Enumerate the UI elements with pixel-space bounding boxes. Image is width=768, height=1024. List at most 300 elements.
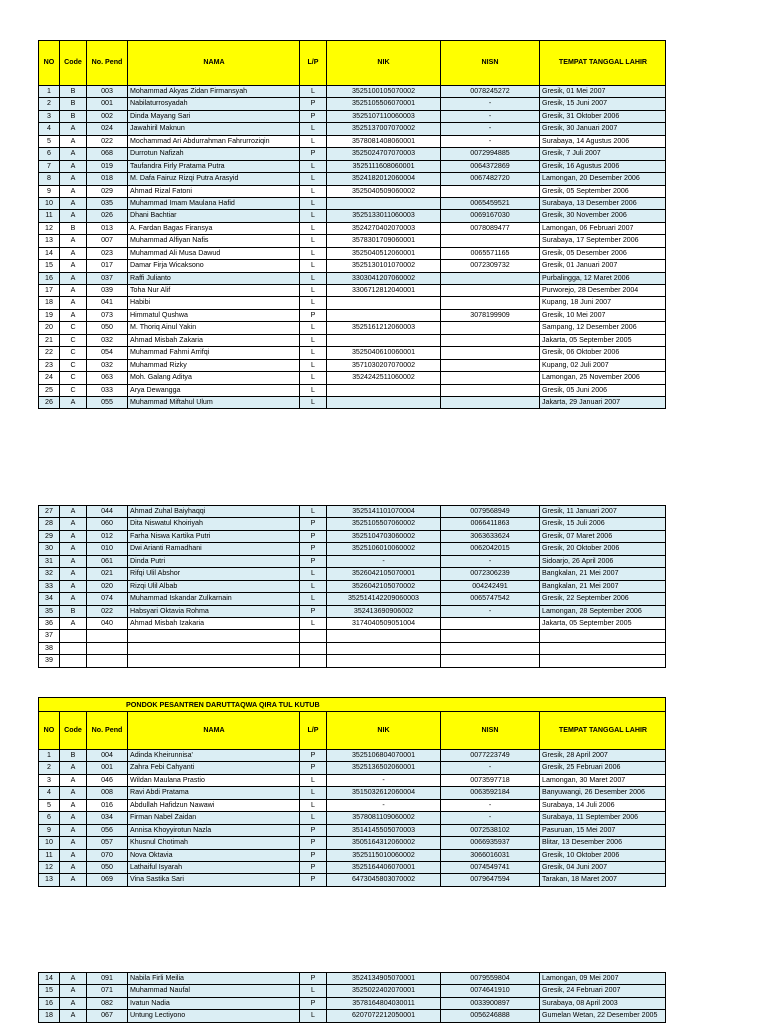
nik-cell: 3525104703060002 [327,531,441,543]
nisn-cell: - [441,136,540,148]
table-row [38,360,666,372]
row-number-cell: 22 [38,347,60,359]
table-row [38,310,666,322]
row-number-cell: 11 [38,850,60,862]
row-number-cell: 18 [38,1010,60,1022]
nik-cell: 3505164312060002 [327,837,441,849]
nisn-cell: 0079559804 [441,973,540,985]
table-row [38,787,666,799]
no-pend-cell: 035 [87,198,128,210]
gender-cell: L [300,186,327,198]
name-cell: Muhammad Fahmi Arrifqi [128,347,300,359]
nisn-cell: 0072306239 [441,568,540,580]
table-row [38,643,666,655]
table-row [38,273,666,285]
name-cell: Rifqi Ulil Abshor [128,568,300,580]
nisn-cell [441,285,540,297]
gender-cell: P [300,750,327,762]
nik-cell: 3578164804030011 [327,998,441,1010]
birth-place-date-cell: Gresik, 10 Oktober 2006 [540,850,666,862]
row-number-cell: 14 [38,973,60,985]
nisn-cell: 0063592184 [441,787,540,799]
birth-place-date-cell [540,630,666,642]
nisn-cell: 0072538102 [441,825,540,837]
name-cell: Muhammad Rizky [128,360,300,372]
nik-cell [327,310,441,322]
row-number-cell: 10 [38,837,60,849]
nik-cell: 3525105506070001 [327,98,441,110]
nik-cell: 3525136502060001 [327,762,441,774]
gender-cell: L [300,123,327,135]
column-header-nisn: NISN [441,41,540,86]
birth-place-date-cell: Lamongan, 06 Februari 2007 [540,223,666,235]
nisn-cell: 0069167030 [441,210,540,222]
name-cell: Ahmad Misbah Izakaria [128,618,300,630]
table-row [38,235,666,247]
code-cell: A [60,518,87,530]
code-cell: A [60,397,87,409]
no-pend-cell: 001 [87,762,128,774]
nisn-cell: 0077223749 [441,750,540,762]
row-number-cell: 19 [38,310,60,322]
row-number-cell: 3 [38,111,60,123]
gender-cell: P [300,98,327,110]
name-cell: Damar Firja Wicaksono [128,260,300,272]
row-number-cell: 27 [38,506,60,518]
gender-cell [300,655,327,667]
student-table [38,40,666,409]
table-row [38,874,666,886]
name-cell: Durrotun Nafizah [128,148,300,160]
birth-place-date-cell: Gresik, 15 Juli 2006 [540,518,666,530]
gender-cell: L [300,360,327,372]
gender-cell: L [300,285,327,297]
code-cell: A [60,285,87,297]
birth-place-date-cell: Bangkalan, 21 Mei 2007 [540,568,666,580]
nik-cell: 3525040512060001 [327,248,441,260]
code-cell: A [60,874,87,886]
row-number-cell: 6 [38,812,60,824]
name-cell: Habibi [128,297,300,309]
nik-cell: 3525107110060003 [327,111,441,123]
row-number-cell: 5 [38,800,60,812]
row-number-cell: 37 [38,630,60,642]
name-cell: Muhammad Miftahul Ulum [128,397,300,409]
nik-cell: 3525105507060002 [327,518,441,530]
no-pend-cell: 082 [87,998,128,1010]
gender-cell: L [300,800,327,812]
nik-cell: 3306712812040001 [327,285,441,297]
code-cell: A [60,862,87,874]
row-number-cell: 21 [38,335,60,347]
gender-cell: P [300,973,327,985]
table-row [38,347,666,359]
table-row [38,543,666,555]
table-row [38,285,666,297]
name-cell: Muhammad Ali Musa Dawud [128,248,300,260]
code-cell: A [60,173,87,185]
birth-place-date-cell: Gresik, 10 Mei 2007 [540,310,666,322]
birth-place-date-cell: Gresik, 05 September 2006 [540,186,666,198]
code-cell: A [60,248,87,260]
code-cell: B [60,606,87,618]
code-cell: A [60,297,87,309]
column-header-no: NO [38,712,60,750]
no-pend-cell: 033 [87,385,128,397]
row-number-cell: 31 [38,556,60,568]
birth-place-date-cell: Gumelan Wetan, 22 Desember 2005 [540,1010,666,1022]
nisn-cell: - [441,812,540,824]
nik-cell: 3525133011060003 [327,210,441,222]
nik-cell: - [327,775,441,787]
no-pend-cell: 041 [87,297,128,309]
table-row [38,618,666,630]
birth-place-date-cell: Banyuwangi, 26 Desember 2006 [540,787,666,799]
table-row [38,98,666,110]
table-row [38,372,666,384]
header-row [38,712,666,750]
no-pend-cell: 032 [87,360,128,372]
gender-cell: L [300,297,327,309]
no-pend-cell: 022 [87,136,128,148]
row-number-cell: 38 [38,643,60,655]
gender-cell: L [300,775,327,787]
name-cell: Wildan Maulana Prastio [128,775,300,787]
no-pend-cell: 074 [87,593,128,605]
table-row [38,825,666,837]
table-row [38,606,666,618]
table-row [38,518,666,530]
nik-cell [327,297,441,309]
no-pend-cell: 050 [87,862,128,874]
code-cell: A [60,310,87,322]
code-cell: A [60,123,87,135]
name-cell: Untung Lectiyono [128,1010,300,1022]
no-pend-cell: 010 [87,543,128,555]
table-row [38,568,666,580]
nisn-cell: 3066016031 [441,850,540,862]
nik-cell [327,198,441,210]
row-number-cell: 7 [38,161,60,173]
birth-place-date-cell: Gresik, 22 September 2006 [540,593,666,605]
table-row [38,111,666,123]
no-pend-cell: 055 [87,397,128,409]
birth-place-date-cell: Jakarta, 29 Januari 2007 [540,397,666,409]
birth-place-date-cell: Purbalingga, 12 Maret 2006 [540,273,666,285]
table-row [38,148,666,160]
row-number-cell: 24 [38,372,60,384]
name-cell: Nabilaturrosyadah [128,98,300,110]
table-row [38,973,666,985]
nik-cell: 3578081109060002 [327,812,441,824]
no-pend-cell: 091 [87,973,128,985]
nisn-cell: 0066935937 [441,837,540,849]
no-pend-cell: 016 [87,800,128,812]
code-cell: A [60,775,87,787]
birth-place-date-cell: Gresik, 06 Oktober 2006 [540,347,666,359]
table-row [38,655,666,667]
nik-cell: 3578301709060001 [327,235,441,247]
nisn-cell [441,186,540,198]
nisn-cell: 0072309732 [441,260,540,272]
birth-place-date-cell: Bangkalan, 21 Mei 2007 [540,581,666,593]
code-cell: A [60,148,87,160]
table-row [38,750,666,762]
nisn-cell: 0079568949 [441,506,540,518]
code-cell: A [60,568,87,580]
row-number-cell: 28 [38,518,60,530]
row-number-cell: 6 [38,148,60,160]
name-cell: Muhammad Alfiyan Nafis [128,235,300,247]
no-pend-cell: 056 [87,825,128,837]
birth-place-date-cell [540,655,666,667]
nisn-cell [441,397,540,409]
name-cell [128,630,300,642]
no-pend-cell: 067 [87,1010,128,1022]
no-pend-cell: 021 [87,568,128,580]
nik-cell [327,630,441,642]
gender-cell: L [300,506,327,518]
gender-cell: L [300,372,327,384]
nik-cell [327,397,441,409]
no-pend-cell: 023 [87,248,128,260]
pesantren-student-table [38,697,666,887]
row-number-cell: 25 [38,385,60,397]
nisn-cell [441,335,540,347]
birth-place-date-cell: Surabaya, 08 April 2003 [540,998,666,1010]
code-cell: C [60,360,87,372]
name-cell: Muhammad Imam Maulana Hafid [128,198,300,210]
code-cell: A [60,1010,87,1022]
code-cell: A [60,210,87,222]
nik-cell: 3524134905070001 [327,973,441,985]
gender-cell: L [300,322,327,334]
code-cell: C [60,322,87,334]
column-header-nama: NAMA [128,712,300,750]
table-row [38,812,666,824]
gender-cell: L [300,812,327,824]
no-pend-cell: 063 [87,372,128,384]
no-pend-cell: 012 [87,531,128,543]
nisn-cell: 004242491 [441,581,540,593]
nisn-cell [441,235,540,247]
no-pend-cell: 070 [87,850,128,862]
row-number-cell: 2 [38,762,60,774]
table-row [38,223,666,235]
table-row [38,397,666,409]
no-pend-cell: 039 [87,285,128,297]
code-cell: B [60,98,87,110]
column-header-ttl: TEMPAT TANGGAL LAHIR [540,712,666,750]
nik-cell: 3525100105070002 [327,86,441,98]
no-pend-cell: 069 [87,874,128,886]
birth-place-date-cell: Gresik, 05 Desember 2006 [540,248,666,260]
row-number-cell: 17 [38,285,60,297]
gender-cell: P [300,518,327,530]
birth-place-date-cell: Blitar, 13 Desember 2006 [540,837,666,849]
code-cell: A [60,556,87,568]
birth-place-date-cell: Gresik, 04 Juni 2007 [540,862,666,874]
gender-cell: L [300,1010,327,1022]
row-number-cell: 8 [38,173,60,185]
table-row [38,248,666,260]
birth-place-date-cell: Sidoarjo, 26 April 2006 [540,556,666,568]
column-header-pend: No. Pend [87,712,128,750]
nik-cell [327,335,441,347]
code-cell: A [60,800,87,812]
table-row [38,775,666,787]
name-cell: Raffi Julianto [128,273,300,285]
nisn-cell: 0078089477 [441,223,540,235]
row-number-cell: 14 [38,248,60,260]
row-number-cell: 39 [38,655,60,667]
table-row [38,506,666,518]
no-pend-cell: 008 [87,787,128,799]
birth-place-date-cell: Gresik, 20 Oktober 2006 [540,543,666,555]
code-cell: A [60,825,87,837]
birth-place-date-cell: Surabaya, 14 Agustus 2006 [540,136,666,148]
name-cell: Ahmad Rizal Fatoni [128,186,300,198]
nisn-cell [441,630,540,642]
nisn-cell: - [441,111,540,123]
row-number-cell: 15 [38,985,60,997]
nisn-cell: 0065571165 [441,248,540,260]
birth-place-date-cell: Surabaya, 11 September 2006 [540,812,666,824]
column-header-code: Code [60,41,87,86]
nik-cell: 3525024707070003 [327,148,441,160]
nisn-cell [441,655,540,667]
nik-cell: 3174040509051004 [327,618,441,630]
row-number-cell: 4 [38,123,60,135]
code-cell: A [60,198,87,210]
nik-cell: 3525106804070001 [327,750,441,762]
birth-place-date-cell: Lamongan, 30 Maret 2007 [540,775,666,787]
nisn-cell: - [441,123,540,135]
gender-cell: L [300,568,327,580]
code-cell: C [60,335,87,347]
code-cell: A [60,531,87,543]
row-number-cell: 2 [38,98,60,110]
code-cell: A [60,260,87,272]
row-number-cell: 36 [38,618,60,630]
code-cell: A [60,186,87,198]
nik-cell: 3514145505070003 [327,825,441,837]
name-cell: Dhani Bachtiar [128,210,300,222]
code-cell: A [60,593,87,605]
nik-cell: 3525022402070001 [327,985,441,997]
table-row [38,210,666,222]
gender-cell: P [300,862,327,874]
code-cell: A [60,837,87,849]
nisn-cell [441,297,540,309]
no-pend-cell: 034 [87,812,128,824]
no-pend-cell: 026 [87,210,128,222]
name-cell: Jawahiril Maknun [128,123,300,135]
birth-place-date-cell: Gresik, 25 Februari 2006 [540,762,666,774]
no-pend-cell: 017 [87,260,128,272]
gender-cell: P [300,850,327,862]
table-row [38,556,666,568]
row-number-cell: 35 [38,606,60,618]
gender-cell: L [300,347,327,359]
birth-place-date-cell: Gresik, 01 Januari 2007 [540,260,666,272]
birth-place-date-cell: Gresik, 01 Mei 2007 [540,86,666,98]
nisn-cell: - [441,98,540,110]
table-row [38,335,666,347]
name-cell: Himmatul Qushwa [128,310,300,322]
row-number-cell: 5 [38,136,60,148]
name-cell: Toha Nur Alif [128,285,300,297]
row-number-cell: 29 [38,531,60,543]
row-number-cell: 34 [38,593,60,605]
nik-cell: 3525141101070004 [327,506,441,518]
name-cell: Abdullah Hafidzun Nawawi [128,800,300,812]
nik-cell: 3525040610060001 [327,347,441,359]
code-cell: A [60,273,87,285]
no-pend-cell: 004 [87,750,128,762]
student-table-continued [38,505,666,668]
nisn-cell: 3078199909 [441,310,540,322]
birth-place-date-cell: Jakarta, 05 September 2005 [540,335,666,347]
no-pend-cell: 022 [87,606,128,618]
birth-place-date-cell: Lamongan, 09 Mei 2007 [540,973,666,985]
code-cell [60,643,87,655]
gender-cell: L [300,985,327,997]
no-pend-cell: 024 [87,123,128,135]
nik-cell: 3303041207060002 [327,273,441,285]
no-pend-cell: 073 [87,310,128,322]
nisn-cell [441,273,540,285]
column-header-nik: NIK [327,41,441,86]
table-row [38,762,666,774]
nisn-cell: 0065747542 [441,593,540,605]
birth-place-date-cell: Jakarta, 05 September 2005 [540,618,666,630]
row-number-cell: 4 [38,787,60,799]
row-number-cell: 15 [38,260,60,272]
nisn-cell: - [441,606,540,618]
table-row [38,136,666,148]
table-row [38,581,666,593]
gender-cell: L [300,136,327,148]
table-row [38,173,666,185]
code-cell: A [60,850,87,862]
column-header-lp: L/P [300,41,327,86]
no-pend-cell: 057 [87,837,128,849]
table-row [38,297,666,309]
birth-place-date-cell: Sampang, 12 Desember 2006 [540,322,666,334]
no-pend-cell: 001 [87,98,128,110]
row-number-cell: 30 [38,543,60,555]
nisn-cell [441,643,540,655]
nik-cell: - [327,556,441,568]
gender-cell: L [300,385,327,397]
nik-cell: 3525040509060002 [327,186,441,198]
table-row [38,86,666,98]
code-cell: A [60,762,87,774]
gender-cell: L [300,248,327,260]
name-cell: Habsyari Oktavia Rohma [128,606,300,618]
row-number-cell: 13 [38,235,60,247]
code-cell: A [60,161,87,173]
name-cell: M. Thoriq Ainul Yakin [128,322,300,334]
nisn-cell: 0072994885 [441,148,540,160]
no-pend-cell: 068 [87,148,128,160]
code-cell: A [60,136,87,148]
table-row [38,837,666,849]
gender-cell: L [300,335,327,347]
nisn-cell: 3063633624 [441,531,540,543]
code-cell: A [60,812,87,824]
